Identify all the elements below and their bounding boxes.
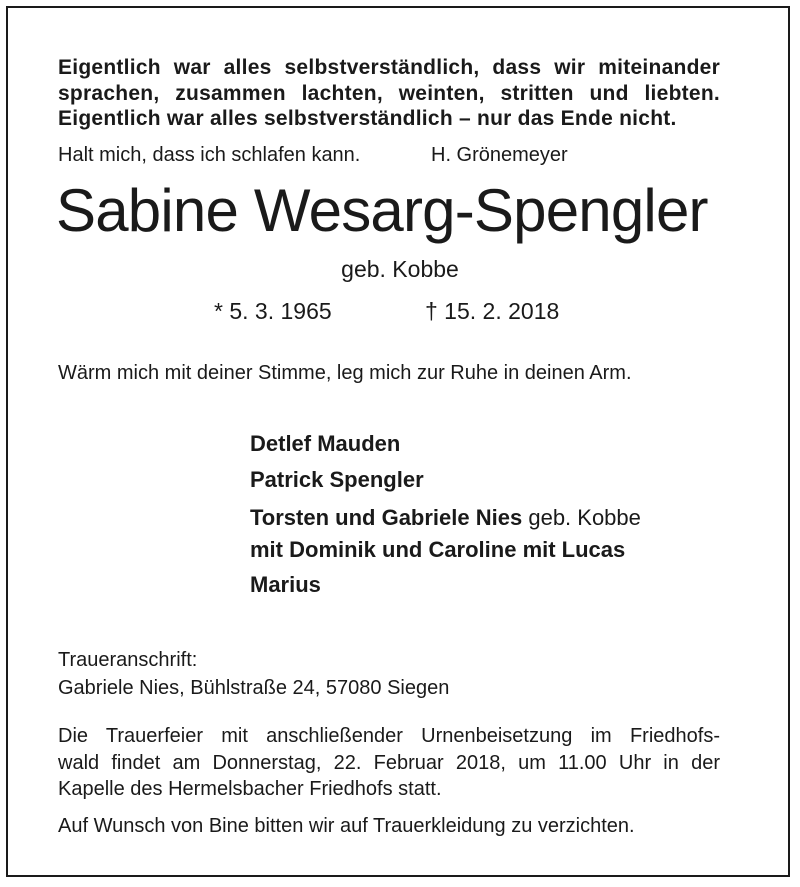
mourner-2: Patrick Spengler [250, 467, 424, 492]
death-date: † 15. 2. 2018 [425, 298, 560, 324]
dress-code-request: Auf Wunsch von Bine bitten wir auf Trauerkleidung zu verzichten. [58, 815, 635, 837]
lyric-line-2: Wärm mich mit deiner Stimme, leg mich zur Ruhe in deinen Arm. [58, 362, 632, 384]
mourner-1: Detlef Mauden [250, 431, 401, 456]
quote-line-2: sprachen, zusammen lachten, weinten, stritten und liebten. [58, 82, 720, 105]
service-line-3: Kapelle des Hermelsbacher Friedhofs statt. [58, 778, 442, 800]
maiden-name: geb. Kobbe [341, 256, 459, 282]
mourner-5: Marius [250, 572, 321, 597]
address-value: Gabriele Nies, Bühlstraße 24, 57080 Siegen [58, 677, 450, 699]
birth-date: * 5. 3. 1965 [214, 298, 332, 324]
quote-line-1: Eigentlich war alles selbstverständlich, dass wir miteinander [58, 56, 720, 79]
service-line-1: Die Trauerfeier mit anschließender Urnenbeisetzung im Friedhofs- [58, 725, 720, 747]
address-label: Traueranschrift: [58, 649, 198, 671]
mourner-4: mit Dominik und Caroline mit Lucas [250, 537, 626, 562]
quote-line-3: Eigentlich war alles selbstverständlich – nur das Ende nicht. [58, 107, 677, 130]
mourner-3 [250, 505, 641, 531]
lyric-text: Halt mich, dass ich schlafen kann. [58, 144, 361, 166]
lyric-author: H. Grönemeyer [431, 144, 568, 166]
mourner-3-maiden: geb. Kobbe [528, 505, 641, 530]
deceased-name: Sabine Wesarg-Spengler [56, 177, 708, 244]
service-line-2: wald findet am Donnerstag, 22. Februar 2018, um 11.00 Uhr in der [58, 752, 720, 774]
mourner-3-names: Torsten und Gabriele Nies [250, 505, 523, 530]
